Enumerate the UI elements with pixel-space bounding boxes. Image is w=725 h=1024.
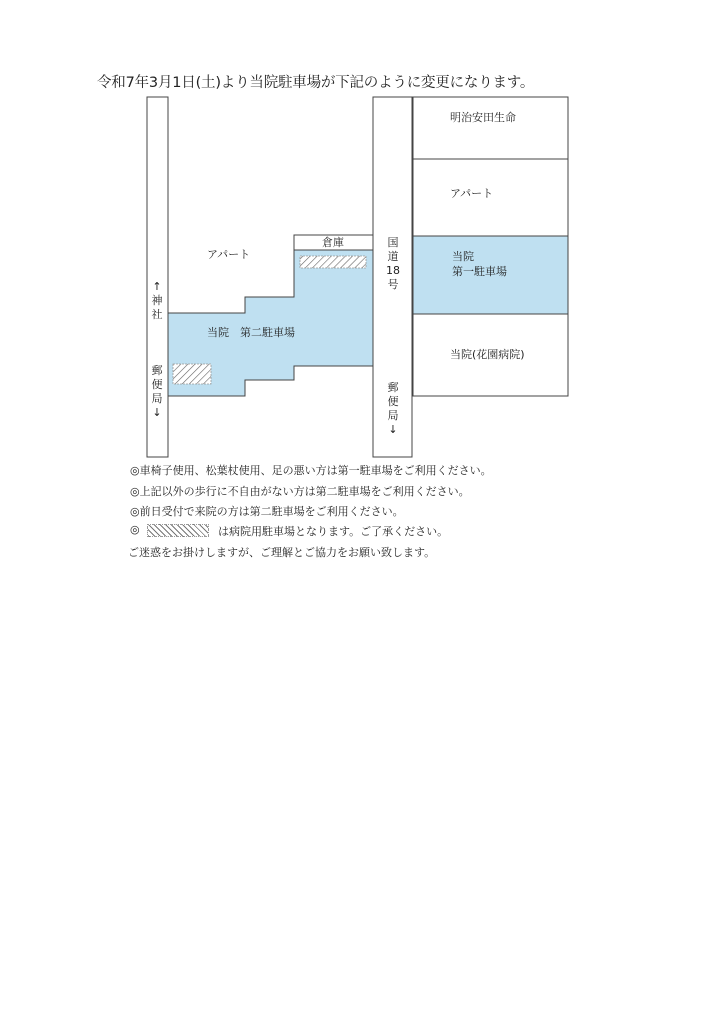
label-warehouse: 倉庫	[322, 236, 344, 249]
label-apart-left: アパート	[207, 248, 251, 261]
meiji-yasuda-building	[413, 97, 568, 159]
hospital-use-spot-upper	[300, 256, 366, 268]
page-title: 令和7年3月1日(土)より当院駐車場が下記のように変更になります。	[97, 75, 535, 91]
label-second-parking: 当院 第二駐車場	[207, 326, 295, 339]
label-first-parking: 第一駐車場	[452, 265, 507, 278]
label-hospital-hanazono: 当院(花園病院)	[450, 348, 525, 361]
hatched-legend-swatch	[147, 524, 209, 537]
note-legend-mark: ◎	[130, 523, 140, 536]
note-wheelchair: ◎車椅子使用、松葉杖使用、足の悪い方は第一駐車場をご利用ください。	[130, 464, 492, 477]
post-office-right-label: 郵 便 局 ↓	[387, 381, 399, 436]
label-apart-right: アパート	[450, 187, 494, 200]
label-hospital-main: 当院	[452, 250, 474, 263]
note-advance-reception: ◎前日受付で来院の方は第二駐車場をご利用ください。	[130, 505, 404, 518]
shrine-direction-label: ↑ 神 社	[151, 280, 163, 321]
hospital-use-spot-lower	[173, 364, 211, 384]
note-walking: ◎上記以外の歩行に不自由がない方は第二駐車場をご利用ください。	[130, 485, 470, 498]
note-legend-text: は病院用駐車場となります。ご了承ください。	[218, 525, 449, 538]
post-office-left-label: 郵 便 局 ↓	[151, 364, 163, 419]
route-18-label: 国 道 18 号	[386, 236, 400, 291]
note-apology: ご迷惑をお掛けしますが、ご理解とご協力をお願い致します。	[128, 546, 436, 559]
label-meiji-yasuda: 明治安田生命	[450, 111, 516, 124]
